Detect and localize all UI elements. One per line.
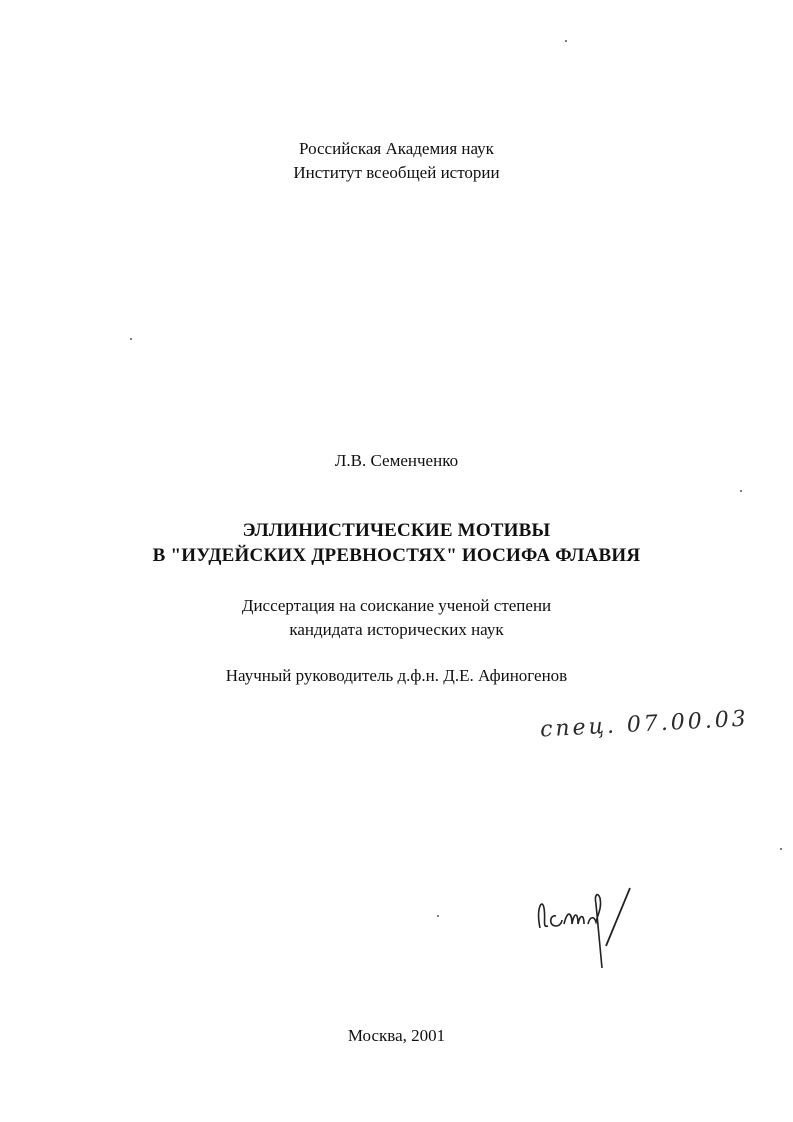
scan-speck: [740, 490, 742, 492]
organization-name: Российская Академия наук: [299, 139, 494, 158]
author-signature: [528, 878, 648, 978]
degree-line-2: кандидата исторических наук: [289, 620, 504, 639]
handwritten-specialty-code: спец. 07.00.03: [539, 706, 750, 743]
scan-speck: [437, 915, 439, 917]
scan-speck: [565, 40, 567, 42]
author-name: Л.В. Семенченко: [334, 451, 459, 470]
thesis-title-line-2: В "ИУДЕЙСКИХ ДРЕВНОСТЯХ" ИОСИФА ФЛАВИЯ: [152, 545, 641, 566]
institute-name: Институт всеобщей истории: [293, 163, 500, 182]
scan-speck: [130, 338, 132, 340]
place-and-year: Москва, 2001: [347, 1026, 446, 1045]
scan-speck: [780, 848, 782, 850]
supervisor-line: Научный руководитель д.ф.н. Д.Е. Афиногенов: [225, 666, 568, 685]
degree-line-1: Диссертация на соискание ученой степени: [241, 596, 552, 615]
thesis-title-line-1: ЭЛЛИНИСТИЧЕСКИЕ МОТИВЫ: [242, 520, 551, 541]
